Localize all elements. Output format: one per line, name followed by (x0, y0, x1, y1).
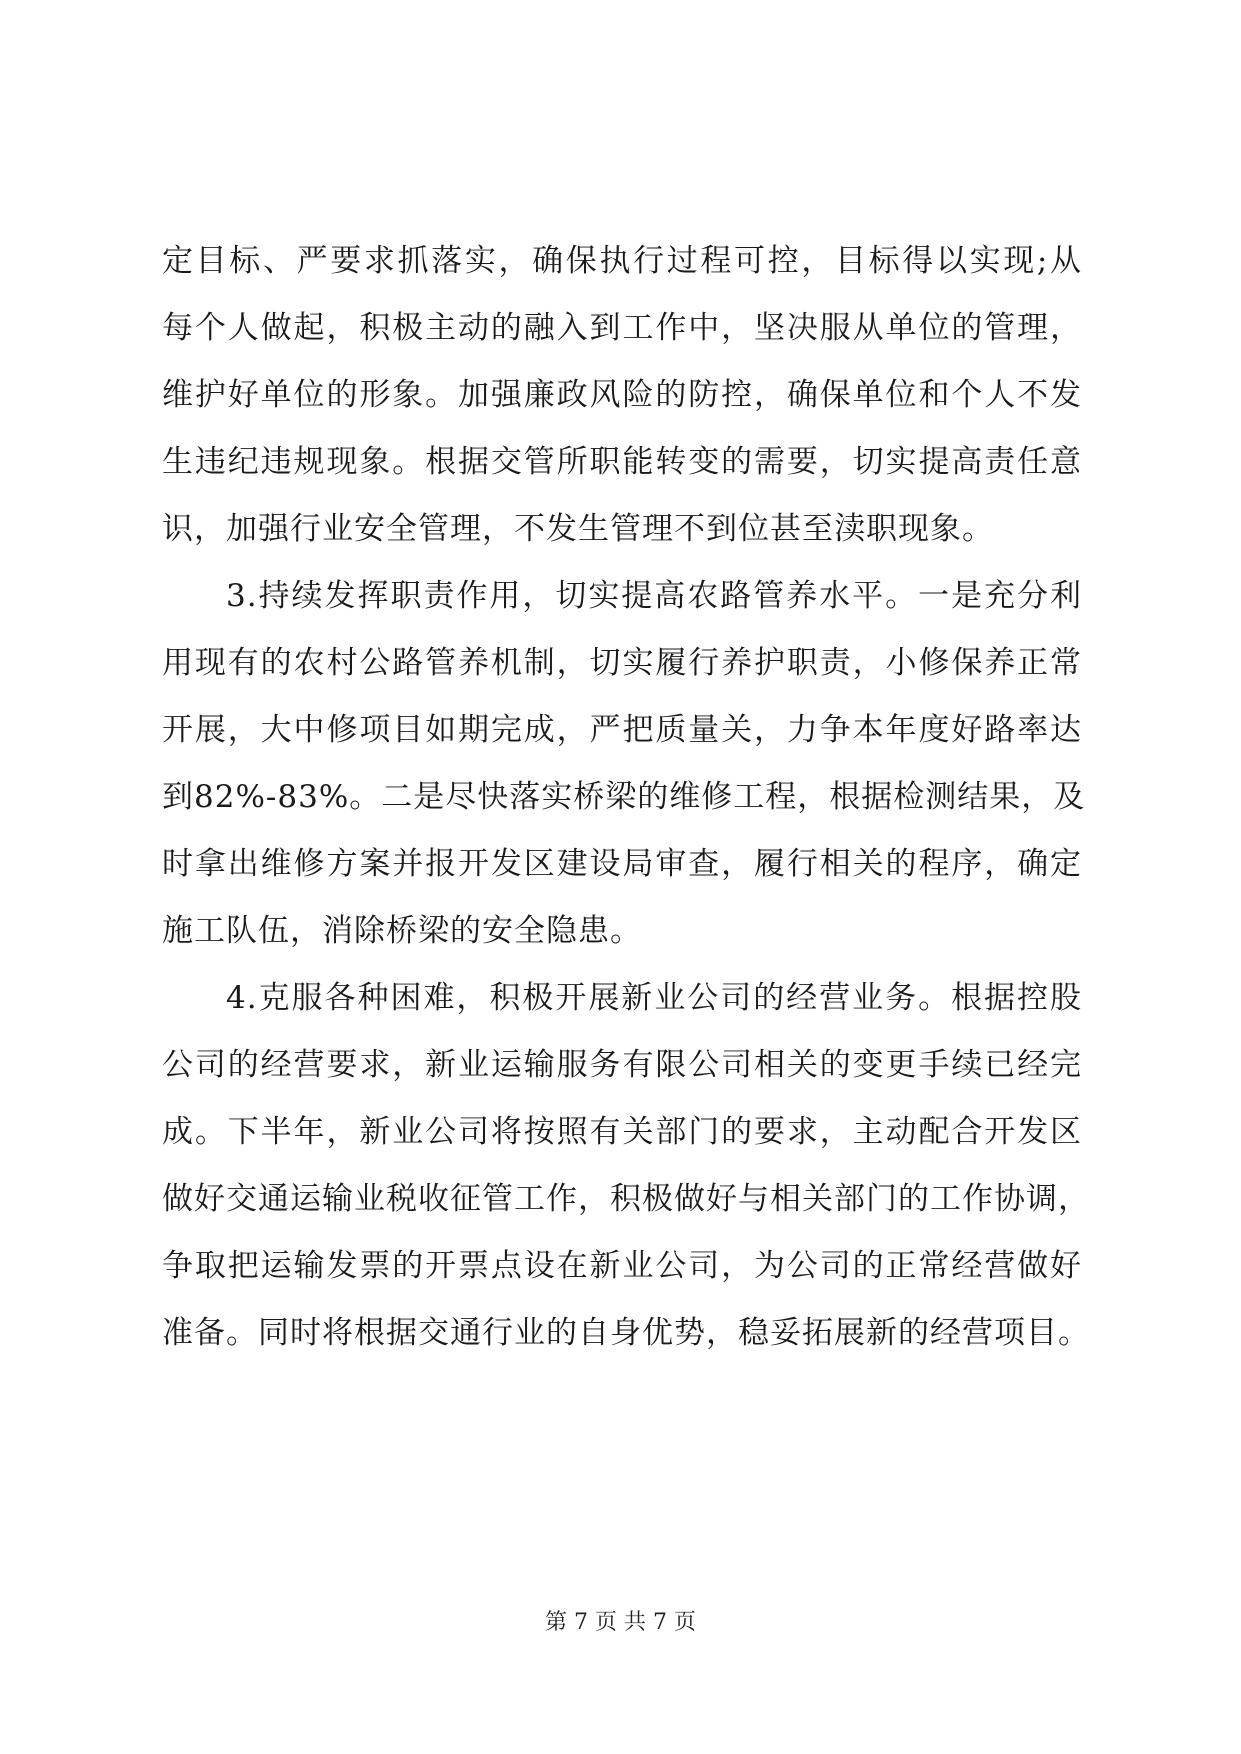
document-body (162, 228, 1090, 1367)
text-line: 3.持续发挥职责作用，切实提高农路管养水平。一是充分利 (226, 578, 1082, 614)
text-line: 公司的经营要求，新业运输服务有限公司相关的变更手续已经完 (162, 1047, 1082, 1083)
text-line: 时拿出维修方案并报开发区建设局审查，履行相关的程序，确定 (162, 846, 1082, 882)
text-line: 4.克服各种困难，积极开展新业公司的经营业务。根据控股 (226, 980, 1082, 1016)
text-line: 维护好单位的形象。加强廉政风险的防控，确保单位和个人不发 (162, 377, 1082, 413)
text-line: 争取把运输发票的开票点设在新业公司，为公司的正常经营做好 (162, 1248, 1082, 1284)
text-line: 做好交通运输业税收征管工作，积极做好与相关部门的工作协调， (162, 1181, 1090, 1217)
text-line: 到82%-83%。二是尽快落实桥梁的维修工程，根据检测结果，及 (162, 779, 1086, 815)
text-line: 每个人做起，积极主动的融入到工作中，坚决服从单位的管理， (162, 310, 1082, 346)
text-line: 定目标、严要求抓落实，确保执行过程可控，目标得以实现;从 (162, 243, 1082, 279)
text-line: 准备。同时将根据交通行业的自身优势，稳妥拓展新的经营项目。 (162, 1315, 1090, 1351)
text-line: 识，加强行业安全管理，不发生管理不到位甚至渎职现象。 (162, 511, 994, 547)
text-line: 生违纪违规现象。根据交管所职能转变的需要，切实提高责任意 (162, 444, 1082, 480)
text-line: 用现有的农村公路管养机制，切实履行养护职责，小修保养正常 (162, 645, 1082, 681)
text-line: 开展，大中修项目如期完成，严把质量关，力争本年度好路率达 (162, 712, 1082, 748)
text-line: 成。下半年，新业公司将按照有关部门的要求，主动配合开发区 (162, 1114, 1082, 1150)
text-line: 施工队伍，消除桥梁的安全隐患。 (162, 913, 642, 949)
page-footer: 第 7 页 共 7 页 (545, 1610, 696, 1635)
